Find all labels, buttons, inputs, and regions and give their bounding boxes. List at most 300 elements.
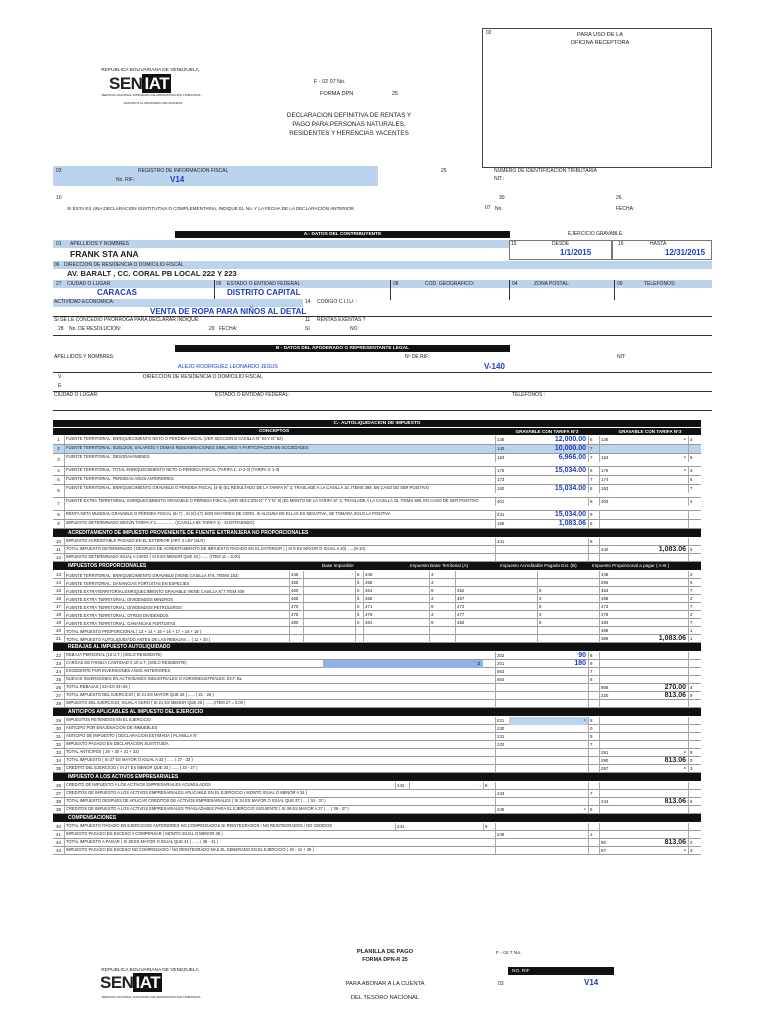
row-number: 15 [53, 587, 65, 595]
row-check-t3: 7 [688, 485, 701, 493]
row-value[interactable] [509, 538, 588, 546]
row-check [588, 554, 598, 562]
exentas-si[interactable]: SI [305, 326, 310, 332]
table-row [53, 619, 701, 627]
row-value[interactable] [509, 839, 588, 847]
row-number: 35 [53, 765, 65, 772]
row-value-t3[interactable] [613, 668, 688, 676]
row-code-t3: 183 [599, 485, 613, 493]
row-check-t3 [688, 733, 701, 741]
row-code-t3 [599, 554, 613, 562]
row-value-t3[interactable]: - [683, 765, 686, 772]
prorroga-label: SI SE LE CONCEDIO PRORROGA PARA DECLARAR INDIQUE: [54, 317, 200, 323]
form-name: FORMA DPN [320, 91, 354, 97]
table-row [53, 725, 701, 733]
row-value-t3[interactable] [613, 725, 688, 733]
row-value-t3[interactable]: 813.06 [664, 757, 686, 764]
row-check-t3 [688, 782, 701, 790]
row-code-g: 389 [599, 635, 613, 643]
table-row [53, 741, 701, 749]
row-code: 221 [495, 717, 509, 725]
apoderado-telefonos-label: TELEFONOS : [512, 392, 546, 398]
row-value[interactable]: 15,034.00 [554, 511, 586, 518]
row-number: 1 [53, 436, 65, 444]
row-code-c: 461 [363, 587, 377, 595]
row-value[interactable]: 12,000.00 [554, 436, 586, 443]
row-check-t3 [688, 445, 701, 453]
row-check-t3: 5 [688, 546, 701, 554]
row-check-t3 [688, 652, 701, 660]
row-check-t3 [688, 806, 701, 814]
row-value-t3[interactable] [613, 554, 688, 562]
row-code-a: 455 [289, 579, 303, 587]
row-code-t3: 87 [599, 847, 613, 855]
ciudad-divider-2 [390, 280, 391, 300]
row-base[interactable] [303, 611, 355, 619]
row-value-t3[interactable]: 813.06 [664, 798, 686, 805]
row-code-t3 [599, 790, 613, 798]
code-15: 15 [511, 241, 517, 247]
abonar-label: PARA ABONAR A LA CUENTA [345, 981, 425, 987]
row-number: 24 [53, 668, 65, 675]
row-check: 9 [588, 660, 598, 668]
row-check [588, 684, 598, 692]
table-row [53, 652, 701, 660]
tesoro-label: DEL TESORO NACIONAL [350, 995, 420, 1001]
code-09: 09 [617, 281, 623, 287]
direccion-label: DIRECCION DE RESIDENCIA O DOMICILIO FISCAL [64, 262, 184, 268]
row-value-t3[interactable]: - [683, 436, 686, 443]
row-concept: FUENTE EXTRA TERRITORIAL: GANANCIAS FORTUITAS [66, 621, 176, 626]
row-value-t3[interactable] [613, 498, 688, 506]
row-value[interactable] [509, 847, 588, 855]
row-check [588, 700, 598, 708]
row-check [588, 749, 598, 757]
postal-label: ZONA POSTAL: [534, 281, 570, 287]
row-concept: ANTICIPO POR ENAJENACION DE INMUEBLES [66, 725, 158, 730]
row-code-t3 [599, 733, 613, 741]
row-number: 37 [53, 790, 65, 797]
code-07: 07 [485, 205, 491, 211]
ejercicio-gravable-label: EJERCICIO GRAVABLE [568, 231, 623, 237]
row-check-t3: 0 [688, 839, 701, 847]
row-check-t3 [688, 700, 701, 708]
row-value-t3[interactable] [613, 485, 688, 493]
row-concept: TOTAL IMPUESTO PAGADO EN EJERCICIOS ANTERIORES NO COMPENSADOS NI REINTEGRADOS / NO REINTEGRADOS / NO CEDIDOS [66, 823, 333, 828]
row-value[interactable] [509, 692, 588, 700]
row-check-t3 [688, 538, 701, 546]
row-check-t3: 8 [688, 749, 701, 757]
row-code: 175 [495, 467, 509, 475]
actividad-label: ACTIVIDAD ECONOMICA: [54, 299, 115, 305]
apoderado-nombre: ALEJO RODRIGUEZ LEONARDO JESUS [178, 364, 278, 370]
row-code: 143 [495, 445, 509, 453]
row-code: 243 [495, 790, 509, 798]
row-code-t3: 220 [599, 692, 613, 700]
row-mid-code: 2 [323, 660, 483, 668]
row-value[interactable] [509, 798, 588, 806]
apoderado-rif-label: Nº DE RIF: [405, 354, 430, 360]
row-check-f: 3 [537, 611, 545, 619]
row-check: 8 [588, 498, 598, 506]
row-value-t3[interactable] [613, 652, 688, 660]
row-value[interactable]: 180 [574, 660, 586, 667]
row-check: 8 [588, 485, 598, 493]
row-value-t3[interactable] [613, 790, 688, 798]
row-concept: IMPUESTO PAGADO EN EXCESO A COMPENSAR ( MONTO IGUAL O MENOR 38 ) [66, 831, 223, 836]
planilla-form-code: F - 02 7 No. [496, 951, 522, 956]
table-row [53, 806, 701, 814]
row-value-t3[interactable] [613, 806, 688, 814]
row-concept: IMPUESTO DETERMINADO IGUAL A CERO ( SI 9 ES MENOR QUE 10 ) ...... (ITEM 11 = 0,00) [66, 554, 241, 559]
apoderado-ciudad-label: CIUDAD O LUGAR: [54, 392, 99, 398]
row-code-g: 473 [599, 603, 613, 611]
row-code-g: 468 [599, 595, 613, 603]
row-code-g: 295 [599, 579, 613, 587]
row-check: 7 [588, 668, 598, 676]
row-check-d: 9 [429, 603, 437, 611]
row-concept: FUENTE EXTRA TERRITORIAL: ENRIQUECIMIENTO GRAVABLE O PÉRDIDA FISCAL (VER SECCIÓN N° 7 Y N° 8) (EL MONTO DE LA TARIFA N° 3, TRASLADE A LA CASILLA 15, ITEMS 389, EN CASO DE SER POSITIVO [66, 498, 479, 503]
row-value-t3[interactable] [613, 782, 688, 790]
row-value-t3[interactable] [613, 538, 688, 546]
row-number: 16 [53, 595, 65, 603]
row-value[interactable] [509, 676, 588, 684]
row-check-t3: 6 [688, 798, 701, 806]
row-code: 135 [495, 436, 509, 444]
table-row [53, 660, 701, 668]
office-use-label: PARA USO DE LA OFICINA RECEPTORA [570, 32, 630, 47]
row-value-t3[interactable] [613, 831, 688, 839]
row-value-t3[interactable]: 813.06 [664, 839, 686, 846]
row-code-t3 [599, 741, 613, 749]
sustitutiva-text: SI ESTA ES UNA DECLARACION SUSTITUTIVA O COMPLEMENTARIA, INDIQUE EL No. Y LA FECHA DE LA DECLARACION ANTERIOR [67, 206, 354, 211]
row-value-t3[interactable] [613, 700, 688, 708]
row-mid-code: 242 [395, 782, 409, 790]
sustitutiva-fecha-label: FECHA: [616, 206, 635, 212]
row-concept: FUENTE EXTRATERRITORIAL:ENRIQUECIMIENTO GRAVABLE VIENE CASILLA N°7 ITEM 406 [66, 589, 245, 594]
row-value-t3[interactable] [613, 619, 688, 627]
row-code-e: 477 [455, 611, 469, 619]
row-number: 3 [53, 454, 65, 466]
row-base[interactable]: - [303, 571, 355, 579]
v-label: V [58, 374, 62, 380]
row-check: 5 [588, 520, 598, 528]
row-value[interactable] [509, 782, 588, 790]
row-number: 7 [53, 498, 65, 510]
table-row [53, 757, 701, 765]
row-value-t3[interactable] [613, 823, 688, 831]
row-value[interactable]: 10,000.00 [554, 445, 586, 452]
row-number: 5 [53, 476, 65, 484]
row-value[interactable] [509, 476, 588, 484]
conceptos-header: CONCEPTOS [53, 428, 495, 435]
row-check-t3 [688, 823, 701, 831]
table-row [53, 554, 701, 562]
row-value-t3[interactable] [613, 445, 688, 453]
row-value-t3[interactable] [613, 627, 688, 635]
row-concept: FUENTE TERRITORIAL: ENRIQUECIMIENTO GRAVABLE (VIENE CASILLA N°6, ITEMS 183) [66, 573, 239, 578]
row-base[interactable] [303, 635, 355, 643]
row-code [495, 823, 509, 831]
row-code-a: 480 [289, 619, 303, 627]
row-code: 401 [495, 498, 509, 506]
row-code-e: 467 [455, 595, 469, 603]
form-title: DECLARACION DEFINITIVA DE RENTAS Y PAGO PARA PERSONAS NATURALES, RESIDENTES Y HERENCIAS YACENTES [286, 112, 412, 138]
row-check-h: 5 [688, 579, 701, 587]
row-value[interactable] [509, 546, 588, 554]
row-number: 12 [53, 554, 65, 561]
row-value[interactable] [509, 684, 588, 692]
row-code: 249 [495, 831, 509, 839]
rebajas-header: REBAJAS AL IMPUESTO AUTOLIQUIDADO [53, 643, 701, 651]
row-value-t3[interactable] [613, 741, 688, 749]
row-concept: CREDITO DEL EJERCICIO ( SI 27 ES MENOR QUE 33 ) ...... ( 33 - 27 ) [66, 765, 198, 770]
row-check [588, 765, 598, 773]
apoderado-dir-underline [53, 391, 712, 392]
row-check-f: 8 [537, 603, 545, 611]
row-concept: IMPUESTO DETERMINADO SEGÚN TARIFA # 1................ ((CASILLA 8X TARIFA 1) - SUSTRAENDO) [66, 520, 254, 525]
footer-seniat-logo [100, 973, 162, 993]
row-base[interactable] [303, 627, 355, 635]
row-value-t3[interactable] [613, 717, 688, 725]
row-concept: FUENTE TERRITORIAL: DESGRAVÁMENES [66, 454, 150, 459]
row-base[interactable] [303, 587, 355, 595]
prorroga-underline [53, 335, 712, 336]
form-code: F - 02 07 No. [314, 79, 346, 85]
row-check: 0 [588, 725, 598, 733]
row-code-a: 460 [289, 587, 303, 595]
row-code-t3: 403 [599, 498, 613, 506]
anticipos-header: ANTICIPOS APLICABLES AL IMPUESTO DEL EJERCICIO [53, 708, 701, 716]
ciiu-label: CODIGO C.I.I.U. : [317, 299, 358, 305]
row-value[interactable] [509, 757, 588, 765]
row-value[interactable] [509, 498, 588, 506]
prorroga-fecha-label: FECHA: [219, 326, 238, 332]
row-value[interactable] [509, 700, 588, 708]
row-code-t3 [599, 831, 613, 839]
code-11: 11 [305, 317, 311, 323]
table-row [53, 700, 701, 708]
row-value[interactable]: - [583, 806, 586, 813]
row-value[interactable] [509, 733, 588, 741]
row-base[interactable] [303, 619, 355, 627]
row-code-t3: 290 [599, 757, 613, 765]
row-code-c: 446 [363, 571, 377, 579]
table-row [53, 684, 701, 692]
row-base[interactable] [303, 603, 355, 611]
row-value[interactable]: 90 [578, 652, 586, 659]
row-concept: FUENTE EXTRA TERRITORIAL: DIVIDENDOS MINEROS [66, 597, 173, 602]
section-c-header: C.- AUTOLIQUIDACION DE IMPUESTO [53, 420, 701, 427]
table-row [53, 454, 701, 467]
row-code-c: 481 [363, 619, 377, 627]
row-value-t3[interactable] [613, 733, 688, 741]
rif-band-label: REGISTRO DE INFORMACION FISCAL [138, 168, 229, 174]
row-concept: CARGAS DE FAMILIA CANTIDAD X 10 U.T. (SOLO RESIDENTE) [66, 660, 187, 665]
row-code [495, 700, 509, 708]
row-value[interactable]: 6,966.00 [558, 454, 586, 461]
row-number: 34 [53, 757, 65, 764]
row-number: 42 [53, 839, 65, 846]
row-value[interactable]: - [509, 717, 588, 725]
row-concept: TOTAL REBAJAS ( 22+23+24+25 ) [66, 684, 130, 689]
row-value-t3[interactable] [613, 603, 688, 611]
table-row [53, 790, 701, 798]
row-concept: FUENTE EXTRA TERRITORIAL: DIVIDENDOS PETROLEROS [66, 605, 182, 610]
code-04: 04 [512, 281, 518, 287]
row-value-t3[interactable] [613, 660, 688, 668]
row-number: 19 [53, 619, 65, 627]
row-check-t3 [688, 676, 701, 684]
rif-value: V14 [170, 175, 185, 184]
row-check-t3: 4 [688, 684, 701, 692]
row-check-f: 3 [537, 595, 545, 603]
row-check-t3 [688, 790, 701, 798]
code-27: 27 [56, 281, 62, 287]
row-check-t3 [688, 831, 701, 839]
row-code-g: 448 [599, 571, 613, 579]
row-code: 201 [495, 660, 509, 668]
row-number: 11 [53, 546, 65, 553]
row-concept: TOTAL IMPUESTO A PAGAR ( SI 38 ES MAYOR O IGUAL QUE 41 ) ...... ( 38 - 41 ) [66, 839, 218, 844]
row-value[interactable]: 15,034.00 [554, 485, 586, 492]
footer-code-03: 03 [498, 981, 504, 987]
row-code: 863 [495, 668, 509, 676]
row-value-t3[interactable] [613, 511, 688, 519]
row-concept: NUEVAS INVERSIONES EN ACTIVIDADES INDUSTRIALES O AGROINDUSTRIALES, ECT. BL [66, 676, 242, 681]
table-row [53, 579, 701, 587]
row-number: 39 [53, 806, 65, 813]
row-number: 22 [53, 652, 65, 659]
row-value-t3[interactable] [613, 676, 688, 684]
row-value-t3[interactable]: 1,083.06 [658, 635, 686, 642]
row-code-c [363, 635, 377, 643]
table-row [53, 831, 701, 839]
table-row [53, 717, 701, 725]
footer-republica: REPUBLICA BOLIVARIANA DE VENEZUELA [101, 968, 199, 973]
row-check-h: 2 [688, 595, 701, 603]
row-value[interactable] [509, 790, 588, 798]
row-value-t3[interactable]: - [683, 847, 686, 854]
row-number: 20 [53, 627, 65, 635]
row-code-t3: 297 [599, 765, 613, 773]
row-check-t3 [688, 660, 701, 668]
row-code [495, 782, 509, 790]
hasta-label: HASTA [650, 241, 667, 247]
row-number: 23 [53, 660, 65, 667]
row-code-g: 463 [599, 587, 613, 595]
row-concept: REBAJA PERSONAL (10 U.T.) (SOLO RESIDENTE) [66, 652, 162, 657]
row-value[interactable] [509, 741, 588, 749]
row-concept: FUENTE TERRITORIAL: PERDIDAS AÑOS ANTERIORES [66, 476, 174, 481]
ciudad-value: CARACAS [97, 288, 137, 297]
row-number: 21 [53, 635, 65, 643]
row-code-g: 483 [599, 619, 613, 627]
row-concept: FUENTE TERRITORIAL: TOTAL ENRIQUECIMIENTO NETO O PERDIDA FISCAL (TARIFA 1: 1+2-3) (TARIFA 3: 1-3) [66, 467, 280, 472]
row-value-t3[interactable] [613, 520, 688, 528]
row-check-d: 9 [429, 619, 437, 627]
adscrito-label: ADSCRITO AL MINISTERIO DE FINANZAS [123, 101, 183, 105]
row-number: 28 [53, 700, 65, 707]
row-check-d: 4 [429, 595, 437, 603]
proporcionales-col-label: Base Imponible [322, 563, 354, 568]
row-value-t3[interactable] [613, 587, 688, 595]
row-check [588, 692, 598, 700]
row-code-t3: 164 [599, 454, 613, 462]
row-number: 26 [53, 684, 65, 691]
row-value-t3[interactable]: 1,083.06 [658, 546, 686, 553]
row-code [495, 839, 509, 847]
row-value-t3[interactable] [613, 611, 688, 619]
rif-label: No. RIF.: [116, 177, 136, 183]
row-value-t3[interactable] [613, 476, 688, 484]
row-number: 25 [53, 676, 65, 683]
table-row [53, 823, 701, 831]
row-value[interactable] [509, 765, 588, 773]
row-value[interactable] [509, 725, 588, 733]
row-value[interactable] [509, 823, 588, 831]
row-number: 32 [53, 741, 65, 748]
row-code [495, 757, 509, 765]
row-value-t3[interactable] [613, 595, 688, 603]
row-value[interactable] [509, 831, 588, 839]
row-check [588, 823, 598, 831]
row-code: 230 [495, 725, 509, 733]
geo-label: COD. GEOGRAFICO: [425, 281, 475, 287]
row-value[interactable]: 15,034.00 [554, 467, 586, 474]
row-value-t3[interactable]: - [683, 467, 686, 474]
row-value[interactable] [509, 554, 588, 562]
table-row [53, 798, 701, 806]
row-code-e: 462 [455, 587, 469, 595]
code-16: 16 [618, 241, 624, 247]
actividad-value: VENTA DE ROPA PARA NIÑOS AL DETAL [150, 307, 307, 316]
row-value-t3[interactable]: - [683, 454, 686, 461]
row-code: 202 [495, 652, 509, 660]
row-check-t3 [688, 725, 701, 733]
row-value[interactable] [509, 668, 588, 676]
row-check [588, 847, 598, 855]
row-value-t3[interactable]: - [683, 749, 686, 756]
row-value[interactable] [509, 749, 588, 757]
row-number: 41 [53, 831, 65, 838]
row-value-t3[interactable]: 813.06 [664, 692, 686, 699]
no-rif-label: NO. RIF [512, 969, 530, 974]
row-value-t3[interactable] [613, 571, 688, 579]
row-base[interactable] [303, 595, 355, 603]
row-check-t3: 3 [688, 847, 701, 855]
row-concept: TOTAL IMPUESTO AUTOLIQUIDADO ANTES DE LAS REBAJAS ... ( 11 + 20 ) [66, 637, 211, 642]
row-code: 245 [495, 806, 509, 814]
table-row [53, 733, 701, 741]
row-code-t3 [599, 445, 613, 453]
row-concept: IMPUESTO ACREDITABLE PAGADO EN EL EXTERIOR (ART. 2 LEY ISLR) [66, 538, 205, 543]
row-value[interactable]: 1,083.06 [558, 520, 586, 527]
row-check-h: 2 [688, 571, 701, 579]
row-value-t3[interactable] [613, 579, 688, 587]
row-number: 31 [53, 733, 65, 740]
exentas-no[interactable]: NO [350, 326, 358, 332]
rif-code: 03 [56, 168, 62, 174]
table-row [53, 436, 701, 445]
row-value-t3[interactable]: 270.00 [664, 684, 686, 691]
desde-label: DESDE [552, 241, 570, 247]
office-box-code: 02 [486, 30, 492, 36]
row-base-check: 5 [355, 595, 363, 603]
apoderado-ciudad-underline [53, 410, 712, 411]
row-code-t3: 176 [599, 467, 613, 475]
row-base[interactable] [303, 579, 355, 587]
